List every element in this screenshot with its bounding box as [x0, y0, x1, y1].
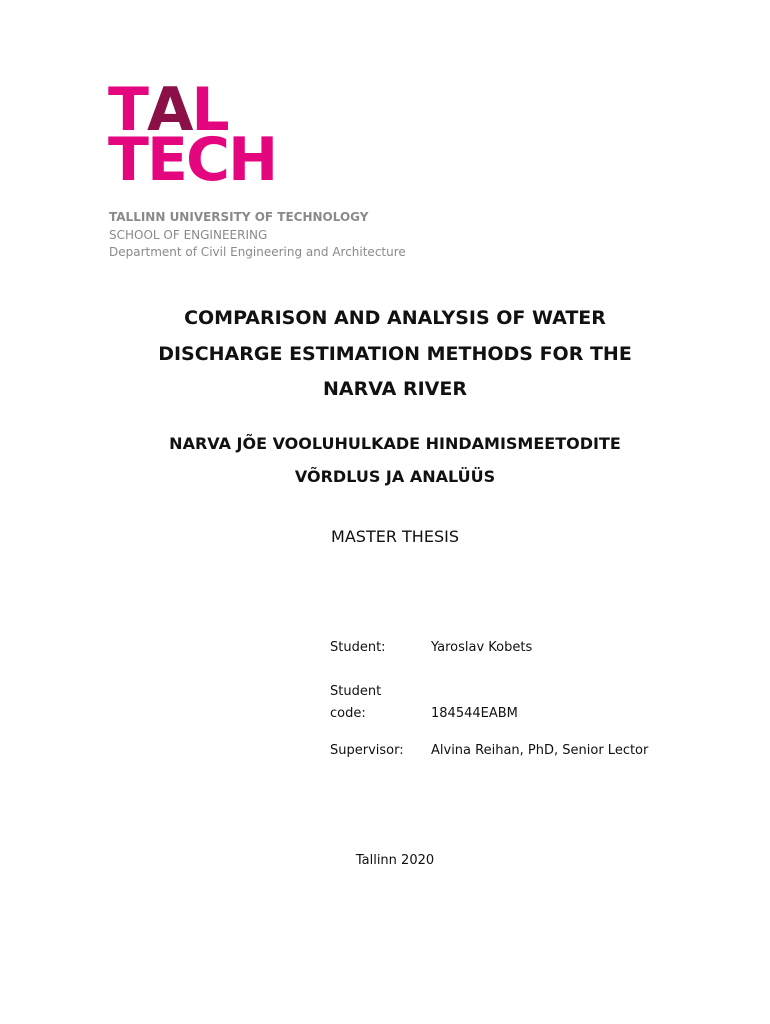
thesis-title-line-1: COMPARISON AND ANALYSIS OF WATER: [184, 307, 606, 329]
supervisor-value: Alvina Reihan, PhD, Senior Lector: [431, 743, 649, 758]
estonian-title-line-1: NARVA JÕE VOOLUHULKADE HINDAMISMEETODITE: [169, 434, 621, 453]
thesis-type: MASTER THESIS: [331, 527, 459, 546]
student-code-label-line-1: Student: [330, 684, 382, 699]
student-label: Student:: [330, 640, 386, 655]
university-name: TALLINN UNIVERSITY OF TECHNOLOGY: [109, 210, 369, 224]
thesis-title-line-2: DISCHARGE ESTIMATION METHODS FOR THE: [158, 343, 632, 365]
supervisor-label: Supervisor:: [330, 743, 404, 758]
place-year: Tallinn 2020: [355, 853, 435, 868]
estonian-title-line-2: VÕRDLUS JA ANALÜÜS: [294, 467, 496, 486]
student-code-label-line-2: code:: [330, 706, 366, 721]
student-value: Yaroslav Kobets: [431, 640, 533, 655]
school-name: SCHOOL OF ENGINEERING: [109, 228, 268, 242]
logo-line-1: TAL: [108, 75, 228, 145]
department-name: Department of Civil Engineering and Architecture: [109, 245, 406, 259]
student-code-value: 184544EABM: [431, 706, 518, 721]
logo-line-2: TECH: [108, 125, 277, 195]
thesis-title-line-3: NARVA RIVER: [323, 378, 467, 400]
